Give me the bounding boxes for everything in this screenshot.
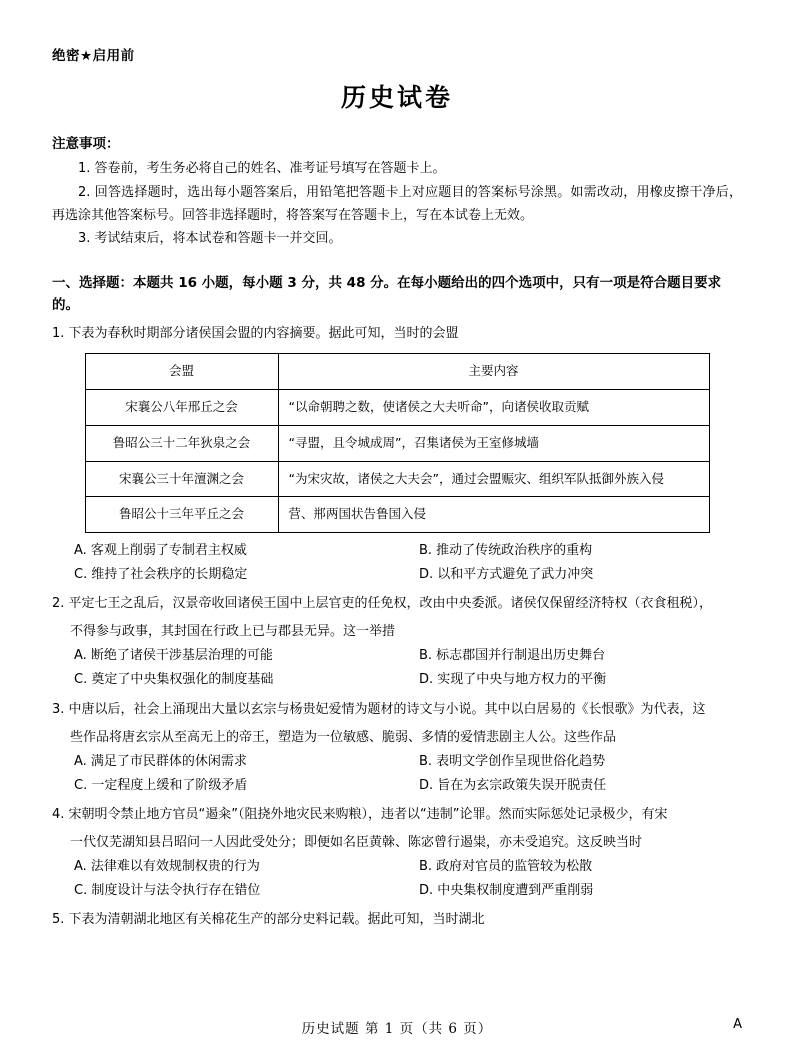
question-stem-cont: 些作品将唐玄宗从至高无上的帝王，塑造为一位敏感、脆弱、多情的爱情悲剧主人公。这些作品: [70, 729, 617, 745]
option-d[interactable]: D. 以和平方式避免了武力冲突: [419, 567, 594, 583]
question-stem: 3. 中唐以后，社会上涌现出大量以玄宗与杨贵妃爱情为题材的诗文与小说。其中以白居易的《长恨歌》为代表，这: [52, 701, 706, 717]
option-b[interactable]: B. 标志郡国并行制退出历史舞台: [419, 648, 606, 664]
question-stem: 2. 平定七王之乱后，汉景帝收回诸侯王国中上层官吏的任免权，改由中央委派。诸侯仅保留经济特权（衣食租税），: [52, 596, 713, 612]
question-options: [52, 750, 742, 798]
question-options: [52, 539, 742, 587]
notice-item: 2. 回答选择题时，选出每小题答案后，用铅笔把答题卡上对应题目的答案标号涂黑。如需改动，用橡皮擦干净后，再选涂其他答案标号。回答非选择题时，将答案写在答题卡上，写在本试卷上无效。: [52, 184, 742, 223]
table-cell: “寻盟，且令城成周”，召集诸侯为王室修城墙: [278, 425, 709, 461]
question-stem: 4. 宋朝明令禁止地方官员“遏籴”（阻挠外地灾民来购粮），违者以“违制”论罪。然而实际惩处记录极少，有宋: [52, 806, 668, 822]
table-cell: 宋襄公三十年澶渊之会: [85, 461, 278, 497]
footer-version-label: A: [733, 1017, 742, 1032]
question-stem: 5. 下表为清朝湖北地区有关棉花生产的部分史料记载。据此可知，当时湖北: [52, 912, 485, 928]
table-header-row: [85, 354, 709, 390]
notice-title: 注意事项：: [52, 136, 120, 152]
option-b[interactable]: B. 政府对官员的监管较为松散: [419, 859, 593, 875]
option-a[interactable]: A. 法律难以有效规制权贵的行为: [74, 859, 260, 875]
page-footer: [52, 1017, 742, 1037]
option-a[interactable]: A. 满足了市民群体的休闲需求: [74, 753, 247, 769]
option-a[interactable]: A. 断绝了诸侯干涉基层治理的可能: [74, 648, 273, 664]
table-cell: 鲁昭公三十二年狄泉之会: [85, 425, 278, 461]
option-d[interactable]: D. 旨在为玄宗政策失误开脱责任: [419, 777, 607, 793]
table-row: [85, 497, 709, 533]
table-header-cell: 主要内容: [278, 354, 709, 390]
option-d[interactable]: D. 实现了中央与地方权力的平衡: [419, 672, 607, 688]
table-row: [85, 390, 709, 426]
option-c[interactable]: C. 奠定了中央集权强化的制度基础: [74, 672, 274, 688]
question-stem: 1. 下表为春秋时期部分诸侯国会盟的内容摘要。据此可知，当时的会盟: [52, 326, 459, 342]
secret-label: 绝密★启用前: [52, 48, 135, 64]
table-header-cell: 会盟: [85, 354, 278, 390]
page-title: 历史试卷: [340, 83, 453, 112]
notice-item: 3. 考试结束后，将本试卷和答题卡一并交回。: [78, 231, 342, 247]
option-c[interactable]: C. 维持了社会秩序的长期稳定: [74, 567, 248, 583]
question-stem-cont: 不得参与政事，其封国在行政上已与郡县无异。这一举措: [70, 624, 396, 640]
table-cell: 宋襄公八年邢丘之会: [85, 390, 278, 426]
notice-item: 1. 答卷前，考生务必将自己的姓名、准考证号填写在答题卡上。: [78, 161, 446, 176]
option-c[interactable]: C. 一定程度上缓和了阶级矛盾: [74, 777, 248, 793]
section-heading: 一、选择题：本题共 16 小题，每小题 3 分，共 48 分。在每小题给出的四个选项中，只有一项是符合题目要求的。: [52, 275, 722, 313]
table-cell: “为宋灾故，诸侯之大夫会”，通过会盟赈灾、组织军队抵御外族入侵: [278, 461, 709, 497]
option-a[interactable]: A. 客观上削弱了专制君主权威: [74, 543, 247, 559]
table-row: [85, 461, 709, 497]
option-b[interactable]: B. 表明文学创作呈现世俗化趋势: [419, 753, 606, 769]
question-options: [52, 855, 742, 903]
table-cell: 营、郱两国状告鲁国入侵: [278, 497, 709, 533]
option-d[interactable]: D. 中央集权制度遭到严重削弱: [419, 883, 594, 899]
table-row: [85, 425, 709, 461]
question-1-table: [85, 353, 710, 533]
table-cell: 鲁昭公十三年平丘之会: [85, 497, 278, 533]
option-c[interactable]: C. 制度设计与法令执行存在错位: [74, 883, 261, 899]
question-options: [52, 644, 742, 692]
table-cell: “以命朝聘之数，使诸侯之大夫听命”，向诸侯收取贡赋: [278, 390, 709, 426]
question-stem-cont: 一代仅芜湖知县吕昭问一人因此受处分；即便如名臣黄榦、陈宓曾行遏粜，亦未受追究。这反映当时: [70, 834, 643, 850]
footer-page-label: 历史试题 第 1 页（共 6 页）: [301, 1021, 493, 1037]
option-b[interactable]: B. 推动了传统政治秩序的重构: [419, 543, 593, 559]
